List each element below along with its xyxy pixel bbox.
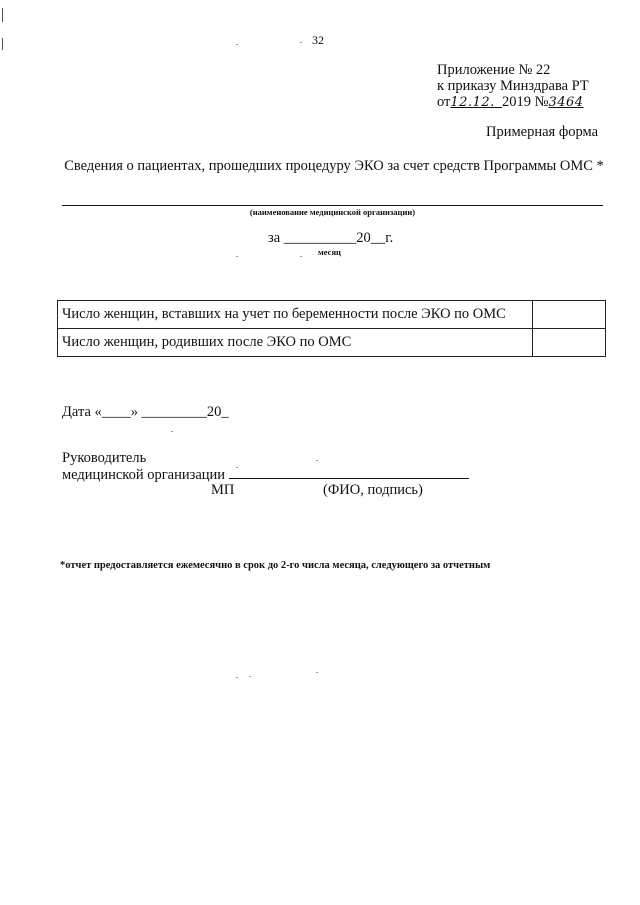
scan-edge-mark xyxy=(2,8,3,22)
stamp-place: МП xyxy=(211,482,235,498)
scan-speck xyxy=(300,42,302,43)
head-title: Руководитель xyxy=(62,450,147,466)
scan-speck xyxy=(236,44,238,45)
scan-speck xyxy=(316,460,318,461)
form-type: Примерная форма xyxy=(486,124,599,140)
appendix-order-date xyxy=(437,94,589,111)
table-row xyxy=(58,329,606,357)
head-org-label: медицинской организации xyxy=(62,467,226,483)
row-label: Число женщин, вставших на учет по беременности после ЭКО по ОМС xyxy=(58,301,533,329)
date-year: 2019 № xyxy=(502,94,549,110)
document-title: Сведения о пациентах, прошедших процедуру ЭКО за счет средств Программы ОМС * xyxy=(64,158,604,174)
row-label: Число женщин, родивших после ЭКО по ОМС xyxy=(58,329,533,357)
handwritten-date: 12.12. xyxy=(450,95,495,110)
page-number: 32 xyxy=(312,33,324,47)
signature-caption: (ФИО, подпись) xyxy=(323,482,423,498)
scan-speck xyxy=(171,431,173,432)
signature-line xyxy=(229,466,469,479)
month-caption: месяц xyxy=(318,247,341,257)
handwritten-number: 3464 xyxy=(548,95,584,110)
appendix-order-ref: к приказу Минздрава РТ xyxy=(437,78,589,94)
org-name-caption: (наименование медицинской организации) xyxy=(249,207,416,217)
head-organization xyxy=(62,466,469,483)
scan-speck xyxy=(249,676,251,677)
org-name-line xyxy=(62,205,603,206)
table-row xyxy=(58,301,606,329)
scan-speck xyxy=(236,467,238,468)
scan-speck xyxy=(236,677,238,678)
row-value xyxy=(533,329,606,357)
date-prefix: от xyxy=(437,94,451,110)
head-signature-block xyxy=(62,450,469,483)
appendix-title: Приложение № 22 xyxy=(437,62,551,78)
report-table xyxy=(57,300,606,357)
scan-speck xyxy=(316,672,318,673)
scan-speck xyxy=(236,256,238,257)
date-line: Дата «____» _________20_ xyxy=(62,404,229,420)
appendix-header xyxy=(437,62,589,111)
scan-speck xyxy=(300,256,302,257)
scan-edge-mark xyxy=(2,38,3,50)
footnote: *отчет предоставляется ежемесячно в срок до 2-го числа месяца, следующего за отчетным xyxy=(60,560,491,571)
reporting-period: за __________20__г. xyxy=(268,230,394,246)
row-value xyxy=(533,301,606,329)
